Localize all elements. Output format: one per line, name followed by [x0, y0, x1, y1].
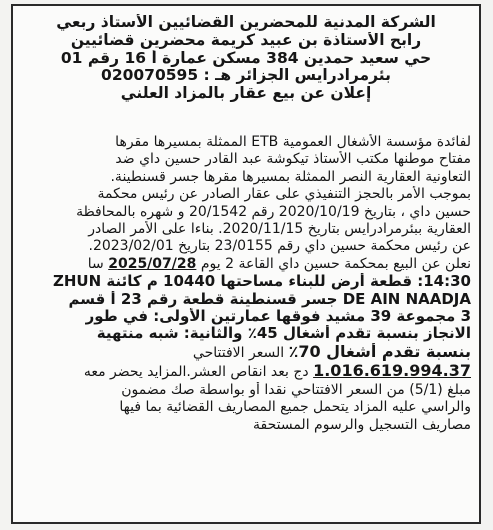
body-line-property: الانجاز بنسبة تقدم أشغال 45٪ والثانية: شبه منتهية: [96, 325, 471, 343]
body-line-sale-date: [21, 256, 471, 273]
legal-notice: [11, 4, 481, 524]
progress-text: بنسبة تقدم أشغال 70٪: [288, 342, 471, 361]
body-line: مبلغ (5/1) من السعر الافتتاحي نقدا أو بواسطة صك مضمون: [121, 381, 471, 398]
body-line-progress: [21, 343, 471, 362]
body-line: لفائدة مؤسسة الأشغال العمومية ETB الممثلة بمسيرها مقرها: [115, 134, 471, 150]
notice-body: [21, 134, 471, 434]
sale-intro: نعلن عن البيع بمحكمة حسين داي القاعة 2 يوم: [200, 255, 471, 272]
body-line: العقارية ببئرمرادرايس بتاريخ 2020/11/15. بناءا على الأمر الصادر: [88, 221, 471, 238]
body-line: مصاريف التسجيل والرسوم المستحقة: [253, 416, 471, 433]
opening-price-label: السعر الافتتاحي: [192, 344, 285, 361]
body-line-property: 14:30: قطعة أرض للبناء مساحتها 10440 م كائنة ZHUN: [53, 273, 471, 291]
price-note: دج بعد انقاص العشر.المزايد يحضر معه: [83, 364, 309, 381]
office-address: حي سعيد حمدين 384 مسكن عمارة أ 16 رقم 01: [60, 49, 432, 67]
notice-title: إعلان عن بيع عقار بالمزاد العلني: [120, 85, 372, 103]
office-phone: بئرمرادرايس الجزائر هـ : 020070595: [101, 67, 391, 85]
body-line: التعاونية العقارية النصر الممثلة بمسيرها مقرها جسر قسنطينة.: [110, 168, 471, 185]
notice-header: [13, 14, 479, 103]
body-line: بموجب الأمر بالحجز التنفيذي على عقار الصادر عن رئيس محكمة: [97, 186, 471, 203]
body-line-property: 3 مجموعة 39 مشيد فوقها عمارتين الأولى: في طور: [85, 308, 471, 326]
opening-price: 1.016.619.994.37: [313, 362, 471, 381]
office-name: الشركة المدنية للمحضرين القضائيين الأستاذ ربعي: [56, 14, 436, 31]
body-line: عن رئيس محكمة حسين داي رقم 23/0155 بتاريخ 2023/02/01.: [88, 238, 471, 255]
body-line: والراسي عليه المزاد يتحمل جميع المصاريف القضائية بما فيها: [119, 399, 471, 416]
body-line-property: DE AIN NAADJA جسر قسنطينة قطعة رقم 23 أ قسم: [68, 290, 471, 308]
body-line: حسين داي ، بتاريخ 2020/10/19 رقم 20/1542 و شهره بالمحافظة: [76, 203, 471, 220]
body-line-price: [21, 362, 471, 381]
body-line: مفتاح موطنها مكتب الأستاذ تيكوشة عبد القادر حسين داي ضد: [115, 151, 471, 168]
office-names: رابح الأستاذة بن عبيد كريمة محضرين قضائيين: [70, 31, 422, 49]
sale-hour-label: سا: [87, 255, 104, 272]
sale-date: 2025/07/28: [108, 255, 197, 272]
